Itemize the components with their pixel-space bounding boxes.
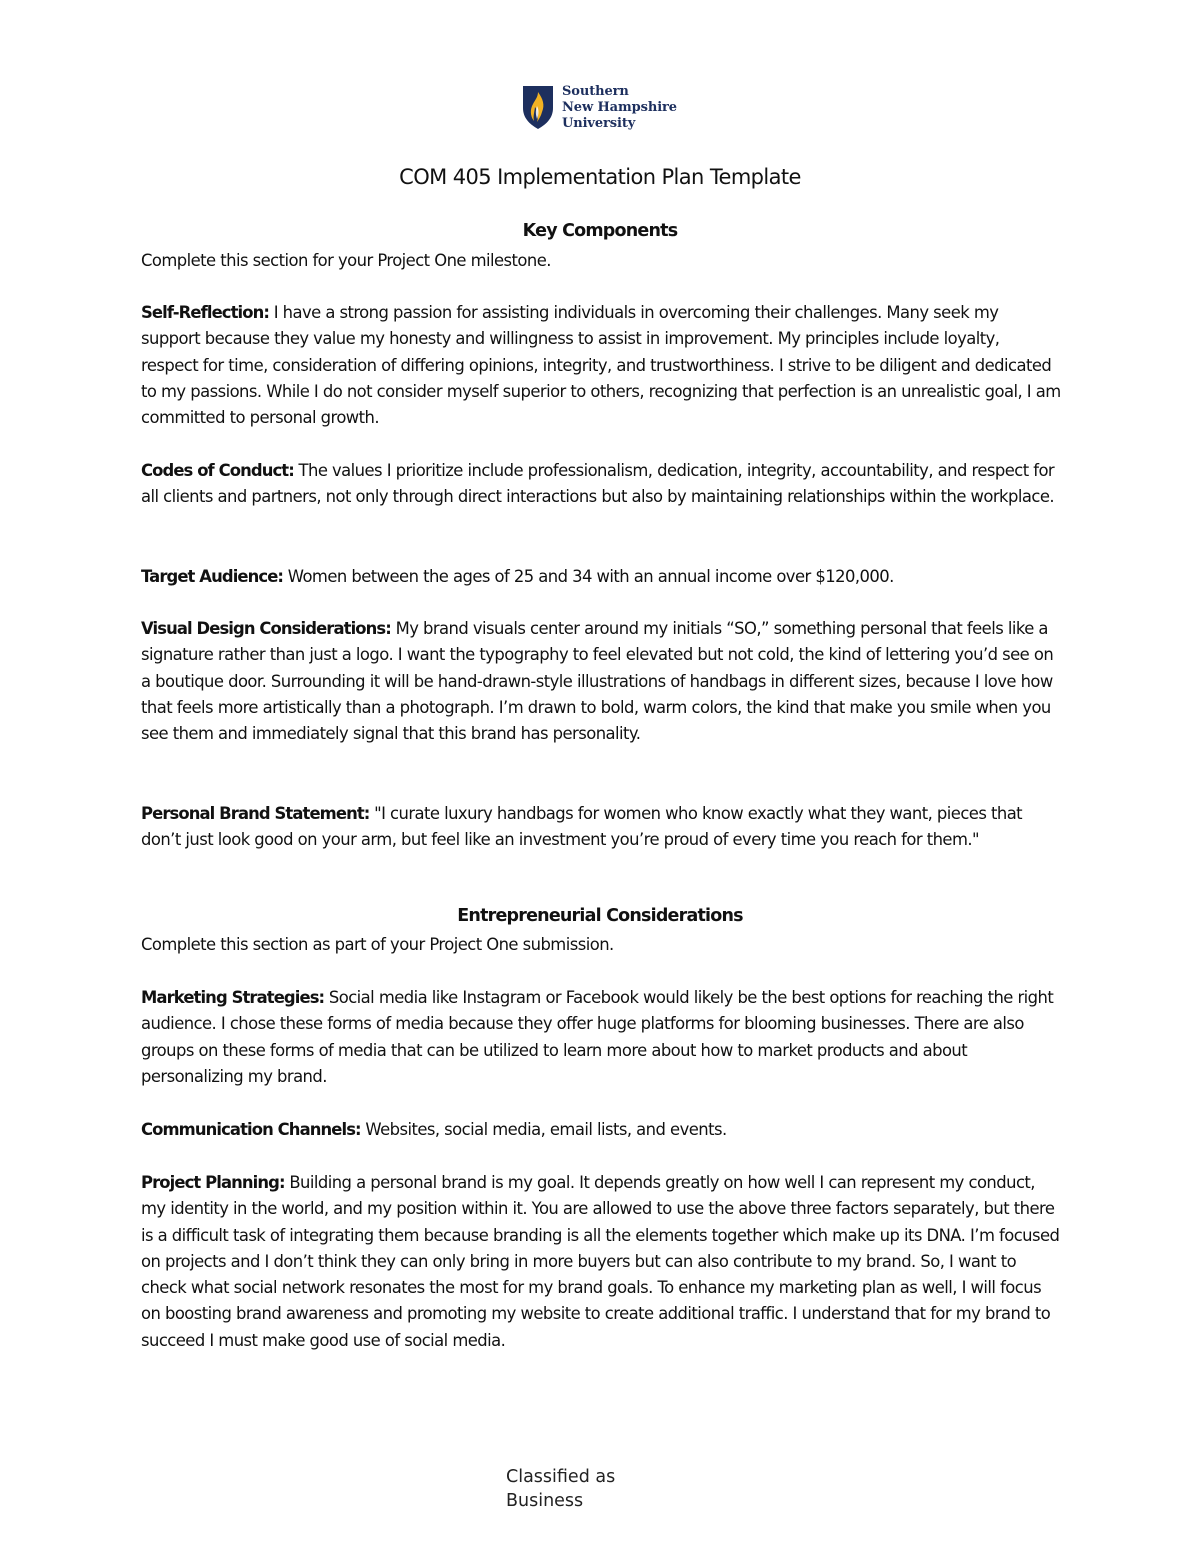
logo-line-3: University xyxy=(562,116,636,131)
visual-design-label: Visual Design Considerations: xyxy=(141,619,391,638)
self-reflection-label: Self-Reflection: xyxy=(141,303,270,322)
key-components-instruction: Complete this section for your Project One milestone. xyxy=(141,251,551,270)
project-planning-label: Project Planning: xyxy=(141,1173,285,1192)
brand-statement-text: "I curate luxury handbags for women who know exactly what they want, pieces that don’t just look good on your arm, but feel like an investment you’re proud of every time you reach for them." xyxy=(141,804,1023,850)
self-reflection-text: I have a strong passion for assisting individuals in overcoming their challenges. Many seek my support because they value my honesty and willingness to assist in improvement. My principles include loyalty, respect for time, consideration of differing opinions, integrity, and trustworthiness. I strive to be diligent and dedicated to my passions. While I do not consider myself superior to others, recognizing that perfection is an unrealistic goal, I am committed to personal growth. xyxy=(141,303,1061,428)
entrepreneurial-instruction: Complete this section as part of your Project One submission. xyxy=(141,935,614,954)
logo-line-2: New Hampshire xyxy=(562,100,677,115)
classification-footer xyxy=(506,1465,615,1513)
target-audience-text: Women between the ages of 25 and 34 with an annual income over $120,000. xyxy=(283,567,894,586)
target-audience-paragraph xyxy=(141,564,1061,590)
logo-line-1: Southern xyxy=(562,84,629,99)
communication-channels-label: Communication Channels: xyxy=(141,1120,361,1139)
brand-statement-paragraph xyxy=(141,801,1061,854)
self-reflection-paragraph xyxy=(141,300,1061,431)
visual-design-text: My brand visuals center around my initials “SO,” something personal that feels like a signature rather than just a logo. I want the typography to feel elevated but not cold, the kind of lettering you’d see on a boutique door. Surrounding it will be hand-drawn-style illustrations of handbags in different sizes, because I love how that feels more artistically than a photograph. I’m drawn to bold, warm colors, the kind that make you smile when you see them and immediately signal that this brand has personality. xyxy=(141,619,1054,744)
entrepreneurial-heading: Entrepreneurial Considerations xyxy=(457,906,743,926)
brand-statement-label: Personal Brand Statement: xyxy=(141,804,370,823)
snhu-shield-flame-icon xyxy=(521,84,555,130)
marketing-strategies-label: Marketing Strategies: xyxy=(141,988,325,1007)
classification-line-1: Classified as xyxy=(506,1467,616,1487)
target-audience-label: Target Audience: xyxy=(141,567,284,586)
communication-channels-text: Websites, social media, email lists, and events. xyxy=(360,1120,727,1139)
communication-channels-paragraph xyxy=(141,1117,1061,1143)
classification-line-2: Business xyxy=(506,1491,584,1511)
page-title: COM 405 Implementation Plan Template xyxy=(399,165,801,189)
project-planning-paragraph xyxy=(141,1170,1061,1354)
university-logo xyxy=(521,84,677,132)
codes-of-conduct-paragraph xyxy=(141,458,1061,511)
codes-of-conduct-text: The values I prioritize include professionalism, dedication, integrity, accountability, and respect for all clients and partners, not only through direct interactions but also by maintaining relationships within the workplace. xyxy=(141,461,1055,507)
marketing-strategies-text: Social media like Instagram or Facebook would likely be the best options for reaching the right audience. I chose these forms of media because they offer huge platforms for blooming businesses. There are also groups on these forms of media that can be utilized to learn more about how to market products and about personalizing my brand. xyxy=(141,988,1054,1086)
visual-design-paragraph xyxy=(141,616,1061,747)
project-planning-text: Building a personal brand is my goal. It depends greatly on how well I can represent my conduct, my identity in the world, and my position within it. You are allowed to use the above three factors separately, but there is a difficult task of integrating them because branding is all the elements together which make up its DNA. I’m focused on projects and I don’t think they can only bring in more buyers but can also contribute to my brand. So, I want to check what social network resonates the most for my brand goals. To enhance my marketing plan as well, I will focus on boosting brand awareness and promoting my website to create additional traffic. I understand that for my brand to succeed I must make good use of social media. xyxy=(141,1173,1060,1350)
key-components-heading: Key Components xyxy=(522,221,678,241)
logo-wordmark xyxy=(562,84,677,132)
marketing-strategies-paragraph xyxy=(141,985,1061,1090)
codes-of-conduct-label: Codes of Conduct: xyxy=(141,461,294,480)
